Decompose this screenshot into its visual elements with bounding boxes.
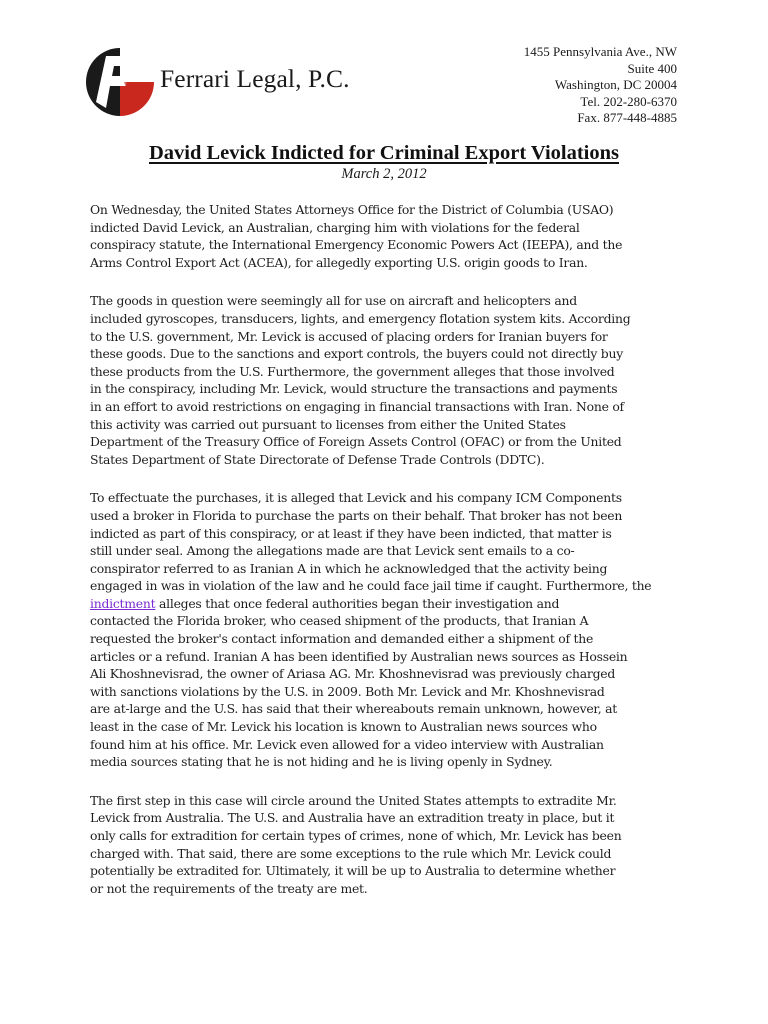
indictment-link[interactable]: indictment xyxy=(90,595,156,611)
article-title: David Levick Indicted for Criminal Export Violations xyxy=(148,142,619,164)
text-line: this activity was carried out pursuant to licenses from either the United States xyxy=(90,416,566,432)
address-line: Suite 400 xyxy=(627,60,677,76)
text-line: potentially be extradited for. Ultimately, it will be up to Australia to determine whether xyxy=(90,863,616,879)
text-line: included gyroscopes, transducers, lights, and emergency flotation system kits. According xyxy=(90,310,631,326)
paragraph-1 xyxy=(90,201,682,271)
text-line: contacted the Florida broker, who ceased shipment of the products, that Iranian A xyxy=(90,613,589,629)
text-line: To effectuate the purchases, it is alleged that Levick and his company ICM Components xyxy=(90,490,622,506)
paragraph-3 xyxy=(90,489,682,771)
text-line: conspiracy statute, the International Emergency Economic Powers Act (IEEPA), and the xyxy=(90,237,623,253)
text-line: these products from the U.S. Furthermore, the government alleges that those involved xyxy=(90,363,615,379)
phone-line: Tel. 202-280-6370 xyxy=(580,93,677,109)
text-line: or not the requirements of the treaty are met. xyxy=(90,880,368,896)
article-date: March 2, 2012 xyxy=(341,166,427,182)
text-line: least in the case of Mr. Levick his location is known to Australian news sources who xyxy=(90,719,597,735)
text-after-link: alleges that once federal authorities began their investigation and xyxy=(155,595,560,611)
text-line: charged with. That said, there are some exceptions to the rule which Mr. Levick could xyxy=(90,845,612,861)
text-line: indicted as part of this conspiracy, or at least if they have been indicted, that matter is xyxy=(90,525,612,541)
text-line: in the conspiracy, including Mr. Levick, would structure the transactions and payments xyxy=(90,381,618,397)
address-line: Washington, DC 20004 xyxy=(554,77,677,92)
text-line: in an effort to avoid restrictions on engaging in financial transactions with Iran. None of xyxy=(90,398,624,414)
text-line: Department of the Treasury Office of Foreign Assets Control (OFAC) or from the United xyxy=(90,434,622,450)
text-line: Arms Control Export Act (ACEA), for allegedly exporting U.S. origin goods to Iran. xyxy=(90,254,588,270)
text-line: still under seal. Among the allegations made are that Levick sent emails to a co- xyxy=(90,543,575,559)
text-line: Levick from Australia. The U.S. and Australia have an extradition treaty in place, but it xyxy=(90,810,615,826)
address-line: 1455 Pennsylvania Ave., NW xyxy=(523,44,677,59)
text-line: indicted David Levick, an Australian, charging him with violations for the federal xyxy=(90,219,580,235)
text-line: used a broker in Florida to purchase the parts on their behalf. That broker has not been xyxy=(90,507,623,523)
text-line: States Department of State Directorate of Defense Trade Controls (DDTC). xyxy=(90,451,545,467)
text-line: engaged in was in violation of the law and he could face jail time if caught. Furthermore, the xyxy=(90,578,652,594)
text-line: found him at his office. Mr. Levick even allowed for a video interview with Australian xyxy=(90,736,604,752)
fax-line: Fax. 877-448-4885 xyxy=(577,110,677,125)
text-line: with sanctions violations by the U.S. in 2009. Both Mr. Levick and Mr. Khoshnevisrad xyxy=(90,683,605,699)
text-line: are at-large and the U.S. has said that their whereabouts remain unknown, however, at xyxy=(90,701,617,717)
text-line: these goods. Due to the sanctions and export controls, the buyers could not directly buy xyxy=(90,346,623,362)
text-line: On Wednesday, the United States Attorneys Office for the District of Columbia (USAO) xyxy=(90,202,614,217)
ferrari-legal-logo-icon xyxy=(84,46,156,118)
firm-name: Ferrari Legal, P.C. xyxy=(160,64,350,93)
text-line: requested the broker's contact information and demanded either a shipment of the xyxy=(90,631,594,647)
text-line: The goods in question were seemingly all for use on aircraft and helicopters and xyxy=(90,293,577,309)
text-line: articles or a refund. Iranian A has been identified by Australian news sources as Hossein xyxy=(90,648,628,664)
firm-address xyxy=(524,44,677,127)
paragraph-4 xyxy=(90,792,682,898)
article-body xyxy=(90,201,682,897)
text-line: only calls for extradition for certain types of crimes, none of which, Mr. Levick has been xyxy=(90,828,622,843)
text-line-with-link xyxy=(90,595,682,613)
text-line: to the U.S. government, Mr. Levick is accused of placing orders for Iranian buyers for xyxy=(90,328,608,344)
text-line: media sources stating that he is not hiding and he is living openly in Sydney. xyxy=(90,754,553,770)
text-line: The first step in this case will circle around the United States attempts to extradite Mr. xyxy=(90,792,617,808)
paragraph-2 xyxy=(90,292,682,468)
text-line: conspirator referred to as Iranian A in which he acknowledged that the activity being xyxy=(90,560,608,576)
text-line: Ali Khoshnevisrad, the owner of Ariasa AG. Mr. Khoshnevisrad was previously charged xyxy=(90,666,616,682)
